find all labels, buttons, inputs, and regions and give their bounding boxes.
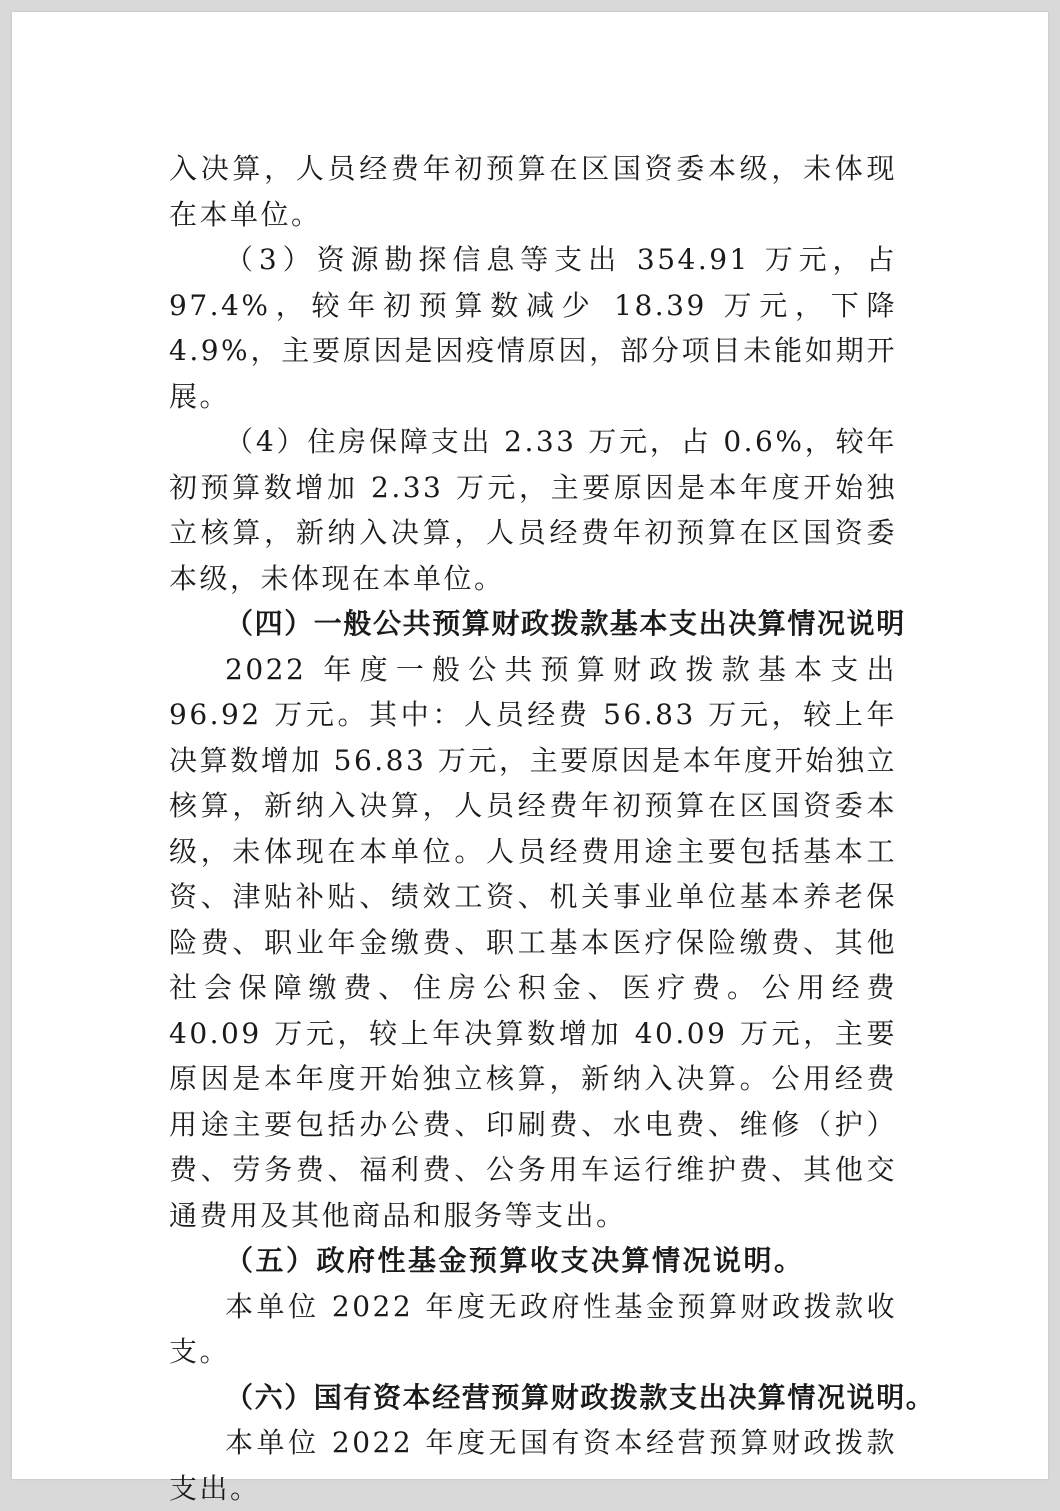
document-page: [12, 12, 1048, 1505]
section-heading-4: （四）一般公共预算财政拨款基本支出决算情况说明: [225, 607, 906, 640]
paragraph-continuation: 入决算，人员经费年初预算在区国资委本级，未体现在本单位。: [169, 152, 897, 231]
section-heading-6: （六）国有资本经营预算财政拨款支出决算情况说明。: [225, 1380, 936, 1414]
document-body: [169, 146, 936, 1511]
paragraph-resource-exploration: （3）资源勘探信息等支出 354.91 万元，占 97.4%，较年初预算数减少 18.39 万元，下降 4.9%，主要原因是因疫情原因，部分项目未能如期开展。: [169, 243, 897, 413]
paragraph-basic-expenditure: 2022 年度一般公共预算财政拨款基本支出 96.92 万元。其中：人员经费 56.83 万元，较上年决算数增加 56.83 万元，主要原因是本年度开始独立核算，新纳入决算，人员经费年初预算在区国资委本级，未体现在本单位。人员经费用途主要包括基本工资、津贴补贴、绩效工资、机关事业单位基本养老保险费、职业年金缴费、职工基本医疗保险缴费、其他社会保障缴费、住房公积金、医疗费。公用经费 40.09 万元，较上年决算数增加 40.09 万元，主要原因是本年度开始独立核算，新纳入决算。公用经费用途主要包括办公费、印刷费、水电费、维修（护）费、劳务费、福利费、公务用车运行维护费、其他交通费用及其他商品和服务等支出。: [169, 652, 897, 1232]
paragraph-state-capital: 本单位 2022 年度无国有资本经营预算财政拨款支出。: [169, 1426, 897, 1505]
paragraph-housing-security: （4）住房保障支出 2.33 万元，占 0.6%，较年初预算数增加 2.33 万元，主要原因是本年度开始独立核算，新纳入决算，人员经费年初预算在区国资委本级，未体现在本单位。: [169, 425, 897, 595]
section-heading-5: （五）政府性基金预算收支决算情况说明。: [225, 1244, 805, 1277]
paragraph-government-fund: 本单位 2022 年度无政府性基金预算财政拨款收支。: [169, 1289, 897, 1368]
